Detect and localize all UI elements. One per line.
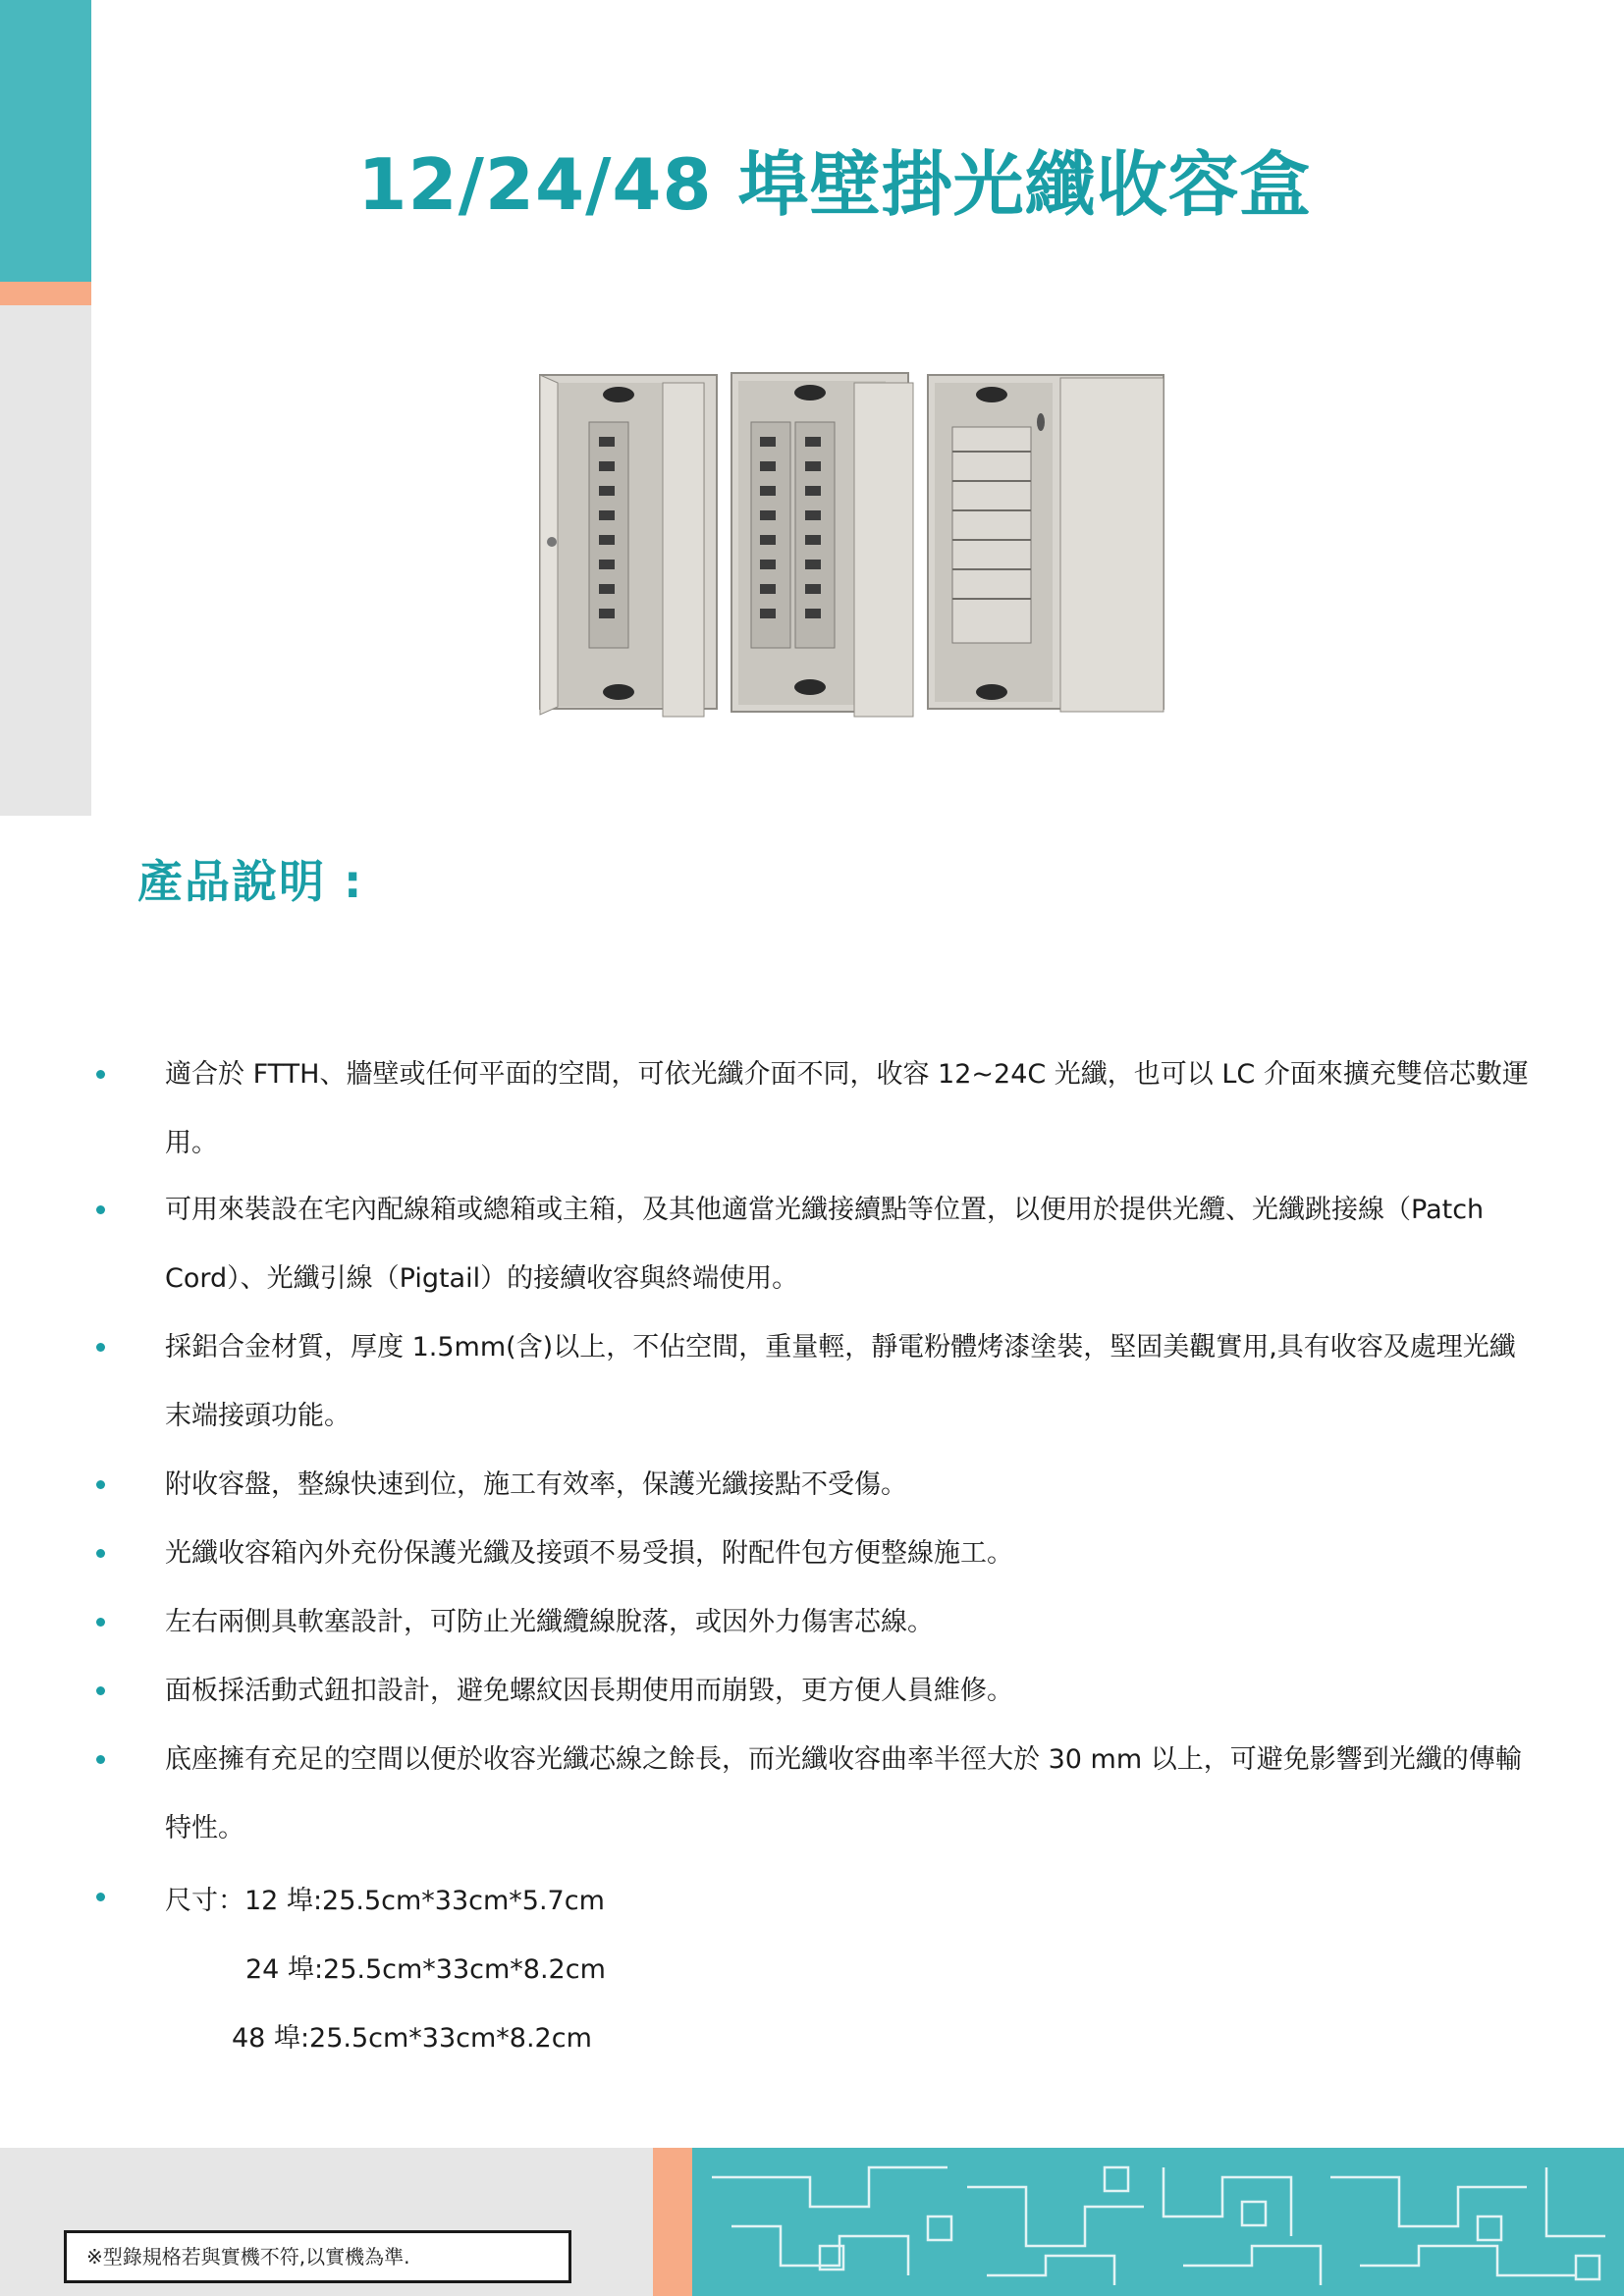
bullet-dot-icon [96,1549,105,1558]
box-48-port [928,375,1164,712]
list-item-text: 可用來裝設在宅內配線箱或總箱或主箱，及其他適當光纖接續點等位置，以便用於提供光纜、光纖跳接線（Patch Cord）、光纖引線（Pigtail）的接續收容與終端使用。 [165,1195,1485,1294]
dimensions-24-port: 24 埠:25.5cm*33cm*8.2cm [245,1954,606,1985]
list-item-text: 適合於 FTTH、牆壁或任何平面的空間，可依光纖介面不同，收容 12~24C 光纖，也可以 LC 介面來擴充雙倍芯數運用。 [165,1059,1529,1158]
bullet-dot-icon [96,1893,105,1901]
bullet-dot-icon [96,1480,105,1489]
bullet-dot-icon [96,1070,105,1079]
bullet-dot-icon [96,1205,105,1214]
bullet-dot-icon [96,1686,105,1695]
list-item-text: 附收容盤，整線快速到位，施工有效率，保護光纖接點不受傷。 [165,1469,907,1500]
section-heading: 產品說明 : [137,855,364,908]
footer-orange-band [653,2148,692,2296]
product-photo [530,363,1178,726]
page-title: 12/24/48 埠壁掛光纖收容盒 [357,143,1312,226]
list-item-text: 底座擁有充足的空間以便於收容光纖芯線之餘長，而光纖收容曲率半徑大於 30 mm 以上，可避免影響到光纖的傳輸特性。 [165,1744,1522,1843]
list-item-text: 採鋁合金材質，厚度 1.5mm(含)以上，不佔空間，重量輕，靜電粉體烤漆塗裝，堅固美觀實用,具有收容及處理光纖末端接頭功能。 [165,1332,1516,1431]
list-item-text: 面板採活動式鈕扣設計，避免螺紋因長期使用而崩毀，更方便人員維修。 [165,1676,1013,1706]
side-accent-orange [0,282,91,305]
dimensions-48-port: 48 埠:25.5cm*33cm*8.2cm [232,2023,592,2054]
box-12-port [540,375,717,717]
disclaimer-note: ※型錄規格若與實機不符,以實機為準. [64,2230,571,2283]
bullet-dot-icon [96,1755,105,1764]
list-item-text: 光纖收容箱內外充份保護光纖及接頭不易受損，附配件包方便整線施工。 [165,1538,1013,1569]
side-accent-gray [0,305,91,816]
bullet-dot-icon [96,1343,105,1352]
list-item-text: 左右兩側具軟塞設計，可防止光纖纜線脫落，或因外力傷害芯線。 [165,1607,934,1637]
footer-circuit-pattern [692,2148,1624,2296]
box-24-port [731,373,913,717]
bullet-dot-icon [96,1618,105,1627]
dimensions-12-port: 尺寸：12 埠:25.5cm*33cm*5.7cm [165,1886,605,1916]
